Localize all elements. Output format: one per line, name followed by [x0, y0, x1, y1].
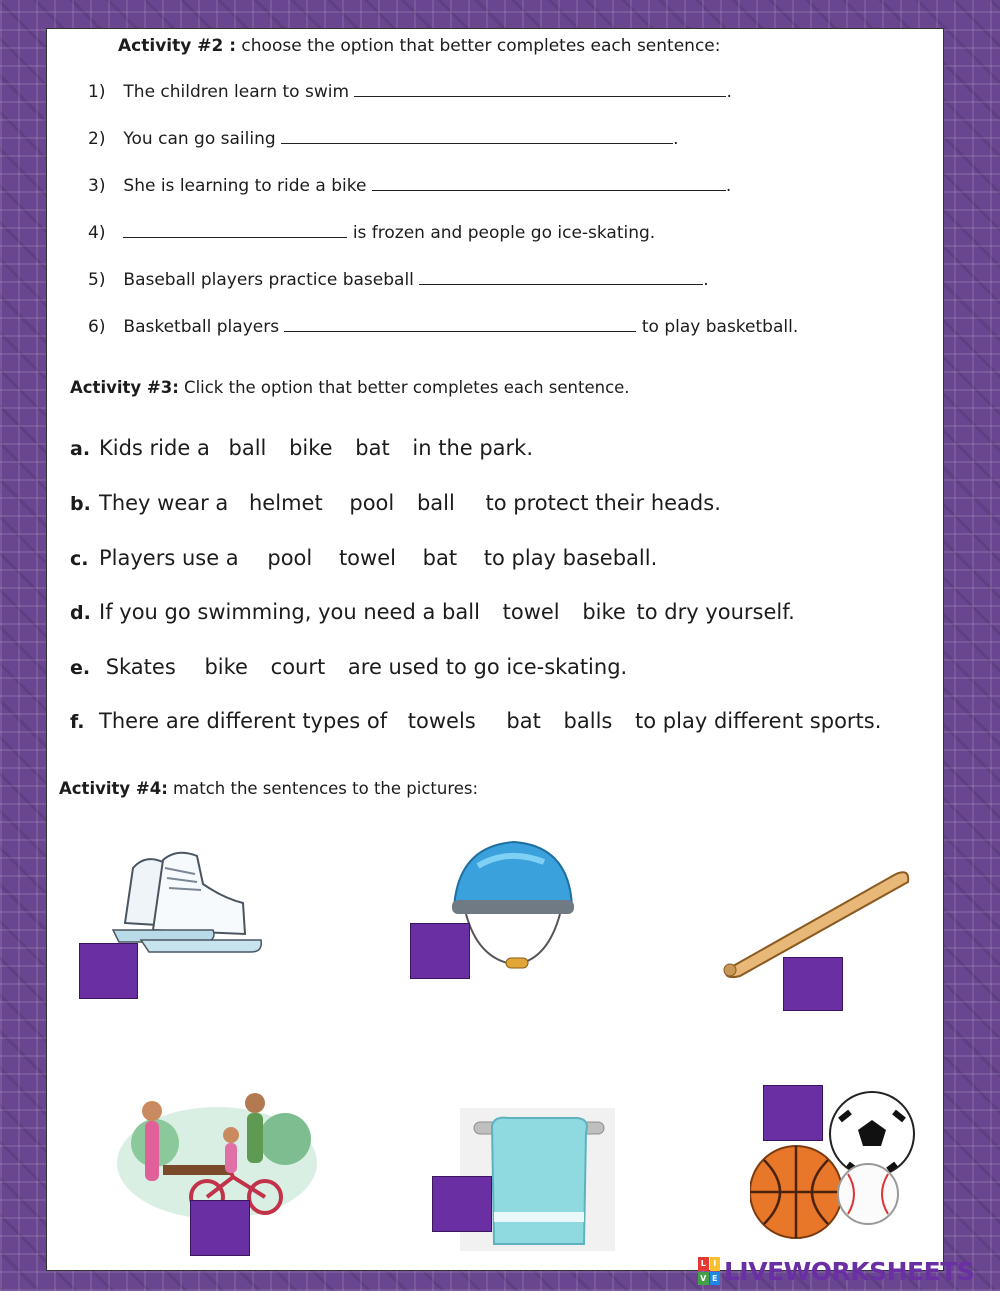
- option-bike[interactable]: bike: [582, 600, 626, 624]
- activity4-instruction: match the sentences to the pictures:: [173, 779, 479, 798]
- option-bat[interactable]: bat: [355, 436, 390, 460]
- activity2-item-3: 3) She is learning to ride a bike .: [88, 176, 732, 196]
- activity2-title: Activity #2 :: [118, 36, 237, 56]
- option-bike[interactable]: bike: [204, 655, 248, 679]
- answer-blank[interactable]: [372, 177, 726, 191]
- activity3-instruction: Click the option that better completes each sentence.: [184, 378, 630, 397]
- activity3-item-a: a. Kids ride a ball bike bat in the park.: [70, 436, 534, 460]
- option-ball[interactable]: ball: [442, 600, 480, 624]
- answer-box-bat[interactable]: [783, 957, 843, 1011]
- logo-mark-icon: L I V E: [698, 1257, 720, 1285]
- activity2-item-5: 5) Baseball players practice baseball .: [88, 270, 709, 290]
- option-bat[interactable]: bat: [506, 709, 541, 733]
- activity2-item-2: 2) You can go sailing .: [88, 129, 679, 149]
- option-court[interactable]: court: [270, 655, 326, 679]
- answer-blank[interactable]: [284, 318, 636, 332]
- answer-blank[interactable]: [354, 83, 726, 97]
- activity2-instruction: choose the option that better completes each sentence:: [241, 36, 721, 56]
- option-bat[interactable]: bat: [422, 546, 458, 570]
- activity3-title: Activity #3:: [70, 378, 179, 397]
- activity4-heading: [59, 779, 478, 798]
- answer-box-balls[interactable]: [763, 1085, 823, 1141]
- activity3-item-e: e. Skates bike court are used to go ice-skating.: [70, 655, 628, 679]
- option-towel[interactable]: towel: [338, 546, 396, 570]
- activity3-item-d: d. If you go swimming, you need a ball towel bike to dry yourself.: [70, 600, 795, 624]
- answer-blank[interactable]: [281, 130, 673, 144]
- activity4-title: Activity #4:: [59, 779, 168, 798]
- option-ball[interactable]: ball: [228, 436, 267, 460]
- option-balls[interactable]: balls: [563, 709, 613, 733]
- activity3-item-c: c. Players use a pool towel bat to play baseball.: [70, 546, 658, 570]
- option-skates[interactable]: Skates: [105, 655, 176, 679]
- option-pool[interactable]: pool: [267, 546, 313, 570]
- option-ball[interactable]: ball: [416, 491, 455, 515]
- option-towel[interactable]: towel: [502, 600, 560, 624]
- activity2-item-1: 1) The children learn to swim .: [88, 82, 732, 102]
- answer-box-towel[interactable]: [432, 1176, 492, 1232]
- option-bike[interactable]: bike: [289, 436, 333, 460]
- answer-blank[interactable]: [419, 271, 703, 285]
- liveworksheets-logo: [698, 1254, 974, 1288]
- answer-box-skates[interactable]: [79, 943, 138, 999]
- option-towels[interactable]: towels: [407, 709, 476, 733]
- activity2-item-4: 4) is frozen and people go ice-skating.: [88, 223, 656, 243]
- answer-blank[interactable]: [123, 224, 347, 238]
- logo-text: LIVEWORKSHEETS: [724, 1256, 975, 1286]
- ice-skates-image: [105, 848, 265, 958]
- activity3-item-f: f. There are different types of towels bat balls to play different sports.: [70, 709, 882, 733]
- answer-box-bike[interactable]: [190, 1200, 250, 1256]
- option-helmet[interactable]: helmet: [249, 491, 323, 515]
- activity3-item-b: b. They wear a helmet pool ball to protect their heads.: [70, 491, 721, 515]
- activity2-item-6: 6) Basketball players to play basketball.: [88, 317, 799, 337]
- activity3-heading: [70, 378, 630, 397]
- answer-box-helmet[interactable]: [410, 923, 470, 979]
- activity2-heading: [118, 36, 720, 56]
- option-pool[interactable]: pool: [349, 491, 395, 515]
